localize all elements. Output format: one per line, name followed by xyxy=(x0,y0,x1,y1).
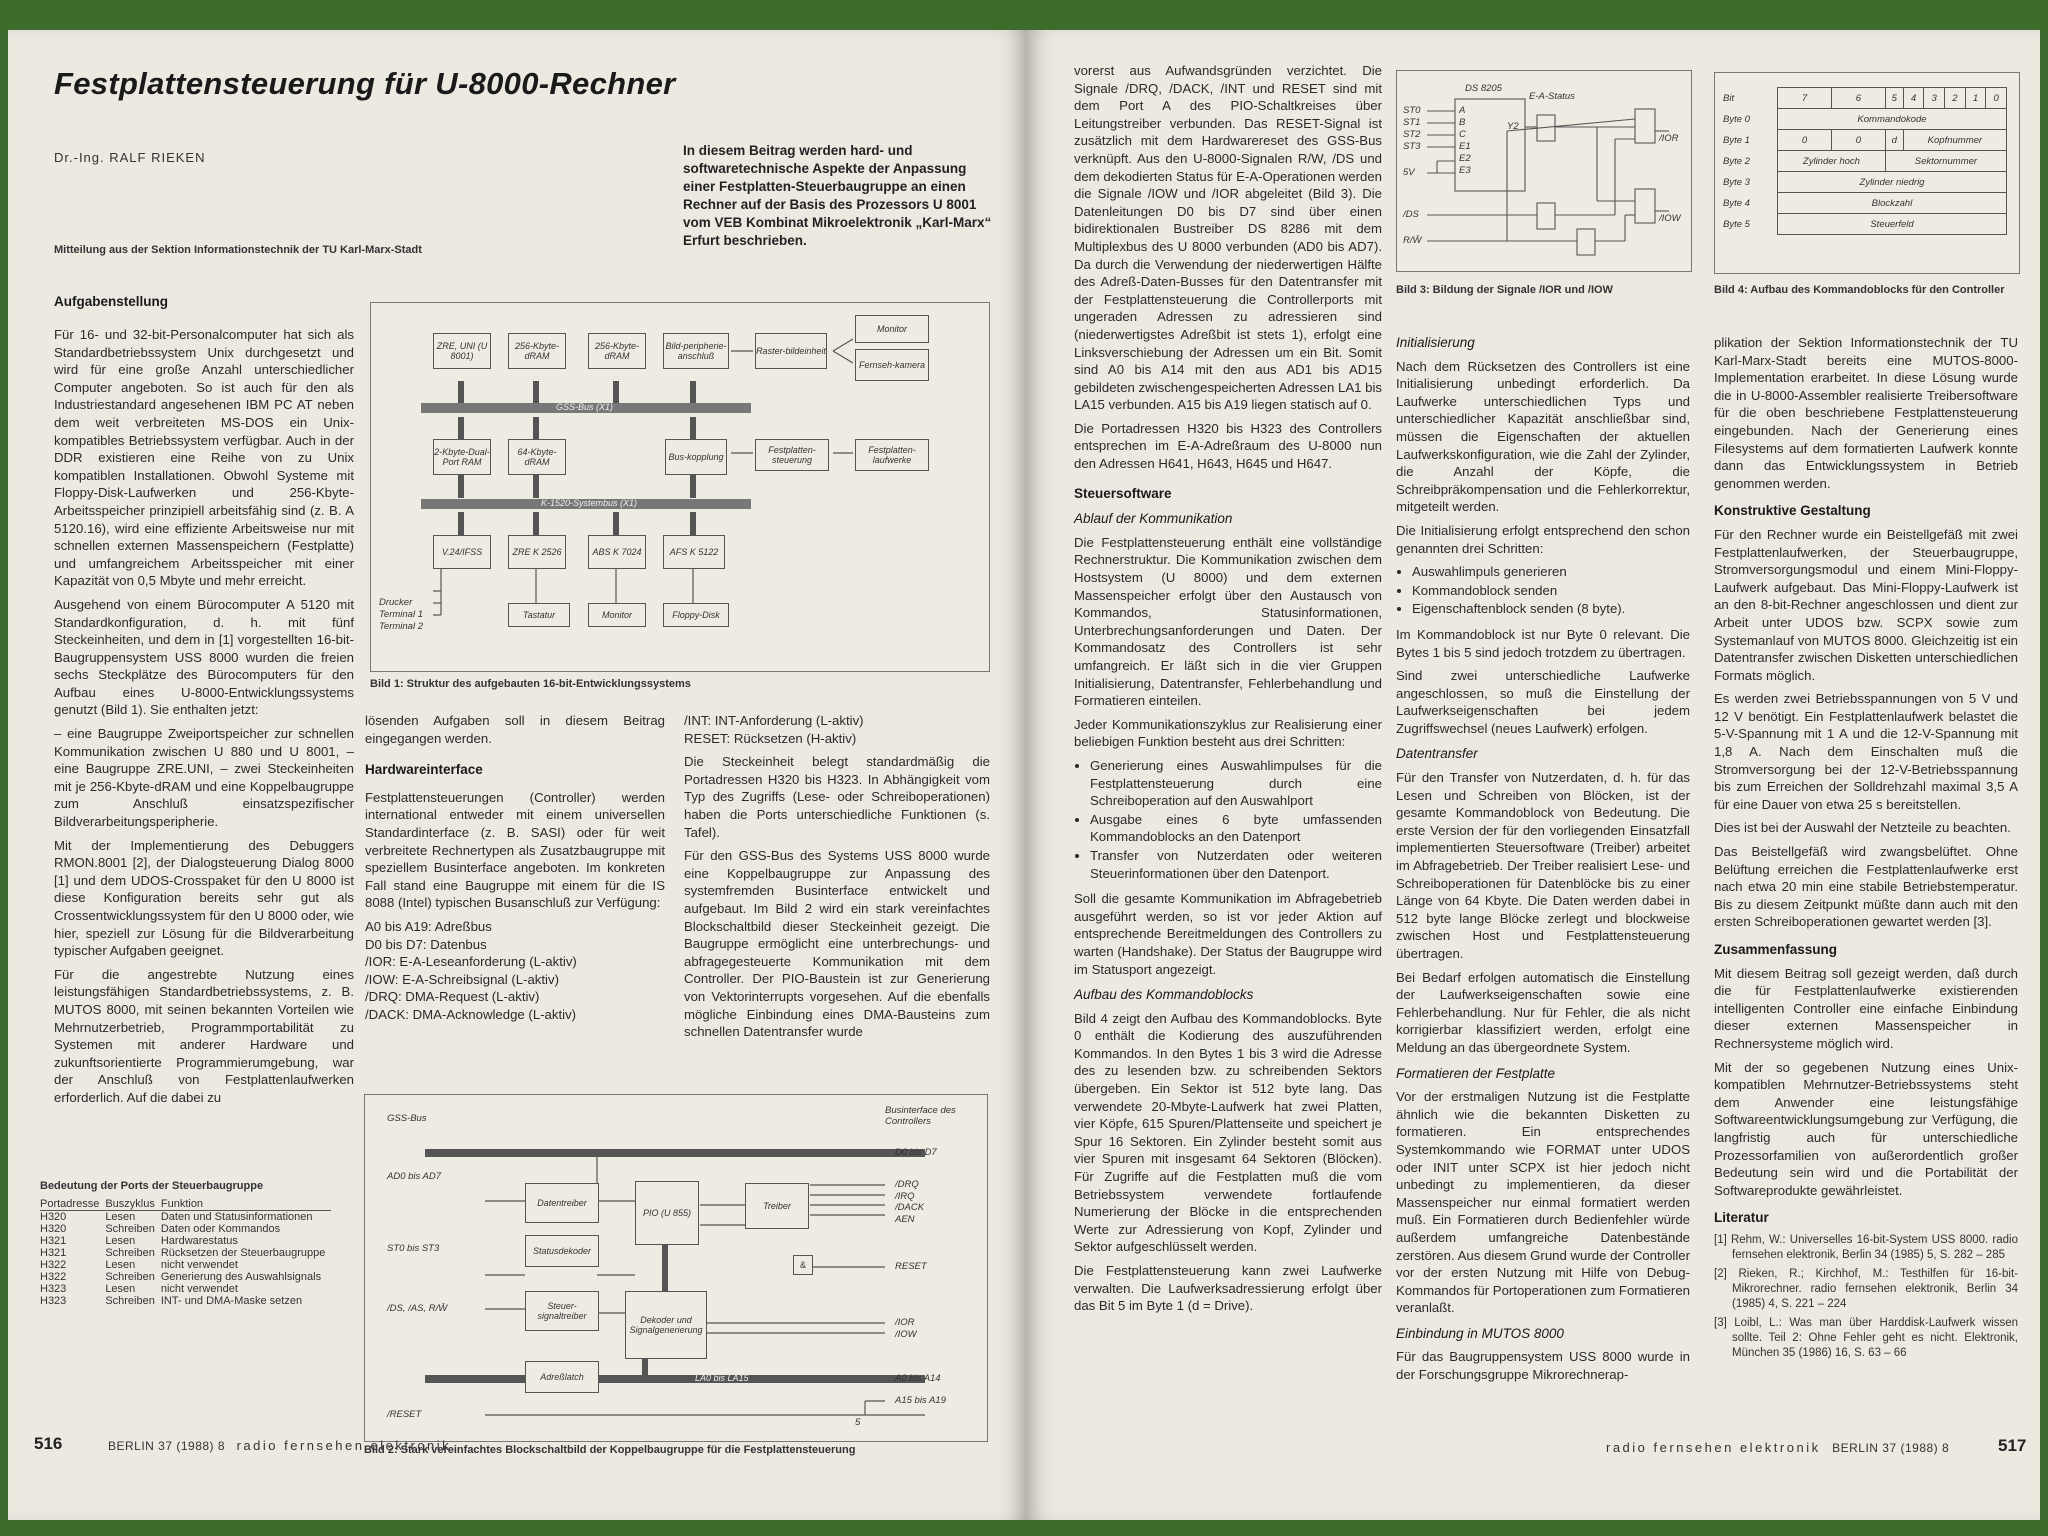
table-header: Funktion xyxy=(161,1198,332,1211)
paragraph: Bild 4 zeigt den Aufbau des Kommandoblocks. Byte 0 enthält die Kodierung des auszuführenden Kommandos. In den Bytes 1 bis 3 wird die Adresse des zu lesenden bzw. zu schreibenden Sektors übergeben. Ein Sektor ist 512 byte lang. Das verwendete 20-Mbyte-Laufwerk hat zwei Platten, vier Köpfe, 615 Spuren/Plattenseite und speichert je Spur 16 Sektoren. Ein Zylinder besteht somit aus vier Spuren mit insgesamt 64 Sektoren (Blöcken). Für Zugriffe auf die Festplatten muß die vom Betriebssystem verwendete fortlaufende Numerierung der Blöcke in die entsprechenden Werte zur Adressierung von Kopf, Zylinder und Sektor aufgeschlüsselt werden. xyxy=(1074,1010,1382,1255)
pio-signals xyxy=(895,1179,924,1225)
byte-row xyxy=(1721,172,2007,193)
signal-dack: /DACK xyxy=(895,1202,925,1213)
signal-a0-a14: A0 bis A14 xyxy=(895,1373,941,1384)
paragraph: Nach dem Rücksetzen des Controllers ist eine Initialisierung unbedingt erforderlich. Da Laufwerke unterschiedlichen Typs und unterschiedlicher Kapazität anschließbar sind, müssen die Eigenschaften der aktuellen Laufwerkskonfiguration, wie die Zahl der Zylinder, die Anzahl der Köpfe, die Schreibpräkompensation und die Fehlerkorrektur, mitgeteilt werden. xyxy=(1396,358,1690,515)
footer-brand: radio fernsehen elektronik xyxy=(1606,1440,1821,1455)
and-gate: & xyxy=(793,1255,813,1275)
paragraph: Soll die gesamte Kommunikation im Abfragebetrieb ausgeführt werden, so ist vor jeder Aktion auf entsprechende Bereitmeldungen des Controllers zu warten (Handshake). Der Status der Baugruppe wird im Statusport angezeigt. xyxy=(1074,891,1382,977)
byte-row xyxy=(1721,109,2007,130)
footer-right xyxy=(1606,1440,1949,1455)
box-zre-uni: ZRE, UNI (U 8001) xyxy=(433,333,491,369)
paragraph: Mit der so gegebenen Nutzung eines Unix-kompatiblen Mehrnutzer-Betriebssystems steht dem Anwender eine leistungsfähige Softwareentwicklungsumgebung zur Verfügung, die langfristig auch für unterschiedliche Prozessorfamilien von außerordentlich großer Bedeutung sein wird und die Portabilität der Softwareprodukte gewährleistet. xyxy=(1714,1059,2018,1198)
table-row xyxy=(40,1211,331,1224)
bit-2: 2 xyxy=(1945,88,1966,109)
box-fernsehkamera: Fernseh-kamera xyxy=(855,349,929,381)
paragraph: Für die angestrebte Nutzung eines leistungsfähigen Standardbetriebssystems, z. B. MUTOS 8000, mit seinen bekannten Vorteilen wie Mehrnutzerbetrieb, Programmportabilität zu Systemen mit anderer Hardware und zukunftsorientierte Programmierumgebung, war der Anschluß von Festplattenlaufwerken erforderlich. Auf die dabei zu xyxy=(54,966,354,1105)
byte-row xyxy=(1721,130,2007,151)
footer-left xyxy=(108,1438,451,1453)
cell: Schreiben xyxy=(105,1271,155,1283)
cell: H322 xyxy=(40,1259,67,1271)
reference-item: [1] Rehm, W.: Universelles 16-bit-System USS 8000. radio fernsehen elektronik, Berlin 34 (1985) 5, S. 282 – 285 xyxy=(1714,1233,2018,1261)
list-item: • Transfer von Nutzerdaten oder weiteren Steuerinformationen über den Datenport. xyxy=(1090,847,1382,882)
list-item: • Eigenschaftenblock senden (8 byte). xyxy=(1412,600,1690,618)
table-row xyxy=(40,1223,331,1235)
subheading-mutos: Einbindung in MUTOS 8000 xyxy=(1396,1325,1564,1341)
right-page xyxy=(1026,30,2040,1520)
signal-item: D0 bis D7: Datenbus xyxy=(365,936,487,952)
byte-row xyxy=(1721,151,2007,172)
bit-5: 5 xyxy=(1885,88,1903,109)
figure-2-connectors xyxy=(365,1095,987,1441)
cell: nicht verwendet xyxy=(160,1259,238,1271)
footer-brand: radio fernsehen elektronik xyxy=(236,1438,452,1453)
table-title: Bedeutung der Ports der Steuerbaugruppe xyxy=(40,1180,264,1192)
paragraph: vorerst aus Aufwandsgründen verzichtet. Die Signale /DRQ, /DACK, /INT und RESET sind mit dem Port A des PIO-Schaltkreises über Leitungstreiber verbunden. Das RESET-Signal ist zusätzlich mit dem Hardwarereset des GSS-Bus verknüpft. Aus den U-8000-Signalen R/W, /DS und dem dekodierten Status für E-A-Operationen werden die Signale /IOW und /IOR abgeleitet (Bild 3). Die Datenleitungen D0 bis D7 sind über einen bidirektionalen Bustreiber DS 8286 mit dem Multiplexbus des U 8000 verbunden (AD0 bis AD7). Da durch die Verwendung der niederwertigen Hälfte des Adreß-Daten-Busses für den Datentransfer mit der Festplattensteuerung die Controllerports mit ungeraden Adressen zu adressieren sind (niederwertigstes Adreßbit ist stets 1), erfolgt eine Linksverschiebung der Adressen um ein Bit. Somit sind A0 bis A14 mit den aus AD1 bis AD15 gebildeten zwischengespeicherten Adressen LA1 bis LA15 verbunden. A15 bis A19 liegen statisch auf 0. xyxy=(1074,63,1382,413)
article-title: Festplattensteuerung für U-8000-Rechner xyxy=(54,66,676,101)
byte1-bit6: 0 xyxy=(1831,130,1885,151)
signal-aen: AEN xyxy=(895,1213,915,1225)
figure-1-caption: Bild 1: Struktur des aufgebauten 16-bit-Entwicklungssystems xyxy=(370,678,691,690)
signal-st0-st3: ST0 bis ST3 xyxy=(387,1243,440,1254)
box-64k-dram: 64-Kbyte-dRAM xyxy=(508,439,566,475)
byte-content: Blockzahl xyxy=(1778,193,2007,214)
subheading-kommandoblock: Aufbau des Kommandoblocks xyxy=(1074,987,1254,1003)
cell: H320 xyxy=(40,1223,67,1235)
pin-e3: E3 xyxy=(1459,165,1471,176)
signal-item: /DRQ: DMA-Request (L-aktiv) xyxy=(365,989,540,1005)
signal-item: /DACK: DMA-Acknowledge (L-aktiv) xyxy=(365,1006,577,1022)
pin-labels xyxy=(1459,105,1471,177)
box-buskopplung: Bus-kopplung xyxy=(665,439,727,475)
block-steuersignaltreiber: Steuer-signaltreiber xyxy=(525,1291,599,1331)
reference-item: [2] Rieken, R.; Kirchhof, M.: Testhilfen für 16-bit-Mikrorechner. radio fernsehen elektronik, Berlin 34 (1985) 4, S. 221 – 224 xyxy=(1714,1267,2018,1310)
byte2-zylinder-hoch: Zylinder hoch xyxy=(1778,151,1886,172)
input-st0: ST0 xyxy=(1403,105,1421,116)
footer-issue: BERLIN 37 (1988) 8 xyxy=(108,1439,226,1453)
literature-list xyxy=(1714,1233,2018,1361)
cell: nicht verwendet xyxy=(160,1283,238,1295)
input-st3: ST3 xyxy=(1403,141,1421,152)
box-abs-k7024: ABS K 7024 xyxy=(588,535,646,569)
signal-reset-out: RESET xyxy=(895,1261,927,1272)
block-pio: PIO (U 855) xyxy=(635,1181,699,1245)
byte1-bit7: 0 xyxy=(1778,130,1832,151)
cell: H320 xyxy=(40,1211,67,1223)
figure-2-block-diagram xyxy=(364,1094,988,1442)
paragraph: Vor der erstmaligen Nutzung ist die Festplatte ähnlich wie die bekannten Disketten zu formatieren. Ein entsprechendes Systemkommando wie FORMAT unter UDOS oder INIT unter SCPX ist hier jedoch nicht unbedingt zu implementieren, da dieser Massenspeicher nur einmal formatiert werden muß. Ein Formatieren durch Bedienfehler würde außerdem umfangreiche Datenbestände zerstören. Aus diesem Grund wurde der Controller vor der ersten Nutzung mit Hilfe von Debug-Kommandos für Portoperationen zum Formatieren veranlaßt. xyxy=(1396,1089,1690,1316)
bullet-list xyxy=(1074,757,1382,882)
subheading-initialisierung: Initialisierung xyxy=(1396,335,1475,350)
cell: Generierung des Auswahlsignals xyxy=(160,1271,322,1283)
block-datentreiber: Datentreiber xyxy=(525,1183,599,1223)
table-header: Buszyklus xyxy=(105,1198,161,1211)
heading-steuersoftware: Steuersoftware xyxy=(1074,485,1172,501)
left-column-3 xyxy=(684,712,990,1047)
terminal-labels xyxy=(379,597,423,633)
gss-bus-label: GSS-Bus xyxy=(387,1113,427,1124)
box-monitor: Monitor xyxy=(855,315,929,343)
paragraph: Dies ist bei der Auswahl der Netzteile zu beachten. xyxy=(1714,820,2011,836)
paragraph: Festplattensteuerungen (Controller) werden international entweder mit einem universellen Standardinterface (z. B. SASI) oder für weit verbreitete Rechnertypen als Zusatzbaugruppe mit speziellem Businterface angeboten. Im konkreten Fall stand eine Baugruppe mit einem für die IS 8088 (Intel) typischen Busanschluß zur Verfügung: xyxy=(365,789,665,911)
signal-item: /IOW: E-A-Schreibsignal (L-aktiv) xyxy=(365,971,559,987)
table-row xyxy=(40,1259,331,1271)
bit-label: Bit xyxy=(1723,92,1735,104)
signal-d0-d7: D0 bis D7 xyxy=(895,1147,937,1158)
lead-paragraph: In diesem Beitrag werden hard- und softwaretechnische Aspekte der Anpassung einer Festplatten-Steuerbaugruppe an einen Rechner auf der Basis des Prozessors U 8001 vom VEB Kombinat Mikroelektronik „Karl-Marx“ Erfurt beschrieben. xyxy=(683,143,992,248)
heading-zusammenfassung: Zusammenfassung xyxy=(1714,942,1838,957)
page-number-right: 517 xyxy=(1998,1436,2027,1455)
right-column-3 xyxy=(1714,334,2018,1365)
paragraph: Mit der Implementierung des Debuggers RMON.8001 [2], der Dialogsteuerung Dialog 8000 [1] und dem UDOS-Crosspaket für den U 8000 ist diese Konfiguration bereits sehr gut als Crossentwicklungssystem für den U 8000 oder, wie hier, speziell zur Lösung für die Bildverarbeitung typischer Aufgaben geeignet. xyxy=(54,837,354,959)
paragraph: Die Initialisierung erfolgt entsprechend den schon genannten drei Schritten: xyxy=(1396,522,1690,556)
paragraph: lösenden Aufgaben soll in diesem Beitrag eingegangen werden. xyxy=(365,713,665,746)
page-number-left: 516 xyxy=(34,1434,63,1453)
byte-content: Kopfnummer xyxy=(1903,130,2006,151)
figure-2-caption: Bild 2: Stark vereinfachtes Blockschaltbild der Koppelbaugruppe für die Festplattensteuerung xyxy=(364,1444,856,1456)
cell: INT- und DMA-Maske setzen xyxy=(160,1295,303,1307)
paragraph: – eine Baugruppe Zweiportspeicher zur schnellen Kommunikation zwischen U 880 und U 8001, – eine Baugruppe ZRE.UNI, – zwei Steckeinheiten mit je 256-Kbyte-dRAM und eine Koppelbaugruppe zum Anschluß einsatzspezifischer Bildverarbeitungsperipherie. xyxy=(54,726,354,830)
paragraph: Es werden zwei Betriebsspannungen von 5 V und 12 V benötigt. Ein Festplattenlaufwerk belastet die 5-V-Spannung mit 1 A und die 12-V-Spannung mit 1,8 A. Nach dem Einschalten muß die Stromversorgung bei der 12-V-Betriebsspannung bis zum Erreichen der Solldrehzahl maximal 3,5 A für eine Dauer von etwa 25 s bereitstellen. xyxy=(1714,691,2018,812)
table-row xyxy=(40,1247,331,1259)
list-item: • Ausgabe eines 6 byte umfassenden Kommandoblocks an den Datenport xyxy=(1090,811,1382,846)
bullet-list xyxy=(1396,563,1690,618)
gss-bus-label: GSS-Bus (X1) xyxy=(556,402,614,412)
box-floppy-disk: Floppy-Disk xyxy=(663,603,729,627)
magazine-spread xyxy=(8,30,2040,1520)
heading-konstruktive-gestaltung: Konstruktive Gestaltung xyxy=(1714,503,1871,519)
byte-label: Byte 0 xyxy=(1723,113,1750,125)
input-labels xyxy=(1403,105,1420,153)
paragraph: plikation der Sektion Informationstechnik der TU Karl-Marx-Stadt bereits eine MUTOS-8000-Implementation erarbeitet. In diese Lösung wurde die in U-8000-Assembler realisierte Treibersoftware für die oben beschriebene Festplattensteuerung eingebunden. Nach der Generierung eines Filesystems auf dem formatierten Laufwerk konnte dann das Entwicklungssystem in Betrieb genommen werden. xyxy=(1714,335,2018,491)
input-ds: /DS xyxy=(1403,209,1419,220)
paragraph: Für 16- und 32-bit-Personalcomputer hat sich als Standardbetriebssystem Unix durchgesetzt und wird für eine große Anzahl unterschiedlicher Computer angeboten. So ist auch für den als Industriestandard angesehenen IBM PC AT neben dem weit verbreiteten MS-DOS ein Unix-kompatibles Betriebssystem verfügbar. Auch in der DDR existieren eine Reihe von zu Unix kompatiblen Installationen. Obwohl Systeme mit Floppy-Disk-Laufwerken und 256-Kbyte-Arbeitsspeicher prinzipiell arbeitsfähig sind (z. B. A 5120.16), wird eine effiziente Arbeitsweise nur mit schnellen externen Massenspeichern (Festplatte) und umfangreichem Arbeitsspeicher mit einer Kapazität von 0,5 Mbyte und mehr erreicht. xyxy=(54,327,354,589)
table-row xyxy=(40,1235,331,1247)
box-bildperipherie: Bild-peripherie-anschluß xyxy=(663,333,729,369)
block-dekoder: Dekoder und Signalgenerierung xyxy=(625,1291,707,1359)
k1520-bus-label: K-1520-Systembus (X1) xyxy=(541,498,638,508)
la-bus-label: LA0 bis LA15 xyxy=(695,1373,749,1383)
signal-ior: /IOR xyxy=(895,1317,915,1328)
box-dual-port-ram: 2-Kbyte-Dual-Port RAM xyxy=(433,439,491,475)
signal-item: /IOR: E-A-Leseanforderung (L-aktiv) xyxy=(365,954,577,970)
list-item: • Auswahlimpuls generieren xyxy=(1412,563,1690,581)
subheading-datentransfer: Datentransfer xyxy=(1396,746,1478,762)
kicker-line: Mitteilung aus der Sektion Informationstechnik der TU Karl-Marx-Stadt xyxy=(54,244,422,256)
paragraph: Mit diesem Beitrag soll gezeigt werden, daß durch die für Festplattenlaufwerke existierenden intelligenten Controller eine einfache Einbindung dieser externen Massenspeicher in Rechnersysteme möglich wird. xyxy=(1714,965,2018,1051)
byte-content: Steuerfeld xyxy=(1778,214,2007,235)
cell: Rücksetzen der Steuerbaugruppe xyxy=(160,1247,326,1259)
signal-item: RESET: Rücksetzen (H-aktiv) xyxy=(684,730,857,746)
reference-item: [3] Loibl, L.: Was man über Harddisk-Laufwerk wissen sollte. Teil 2: Ohne Fehler geht es nicht. Elektronik, München 35 (1986) 16, S. 63 – 66 xyxy=(1714,1316,2018,1359)
byte-label: Byte 5 xyxy=(1723,218,1750,230)
box-256k-dram-1: 256-Kbyte-dRAM xyxy=(508,333,566,369)
io-signals xyxy=(895,1317,917,1341)
byte-row xyxy=(1721,214,2007,235)
paragraph: Für das Baugruppensystem USS 8000 wurde in der Forschungsgruppe Mikrorechnerap- xyxy=(1396,1349,1690,1383)
left-column-1 xyxy=(54,326,354,1113)
left-column-2 xyxy=(365,712,665,1024)
byte1-drive-bit: d xyxy=(1885,130,1903,151)
status-label: E-A-Status xyxy=(1529,91,1575,102)
cell: Lesen xyxy=(105,1259,136,1271)
bit-1: 1 xyxy=(1965,88,1986,109)
box-v24-ifss: V.24/IFSS xyxy=(433,535,491,569)
figure-3-caption: Bild 3: Bildung der Signale /IOR und /IOW xyxy=(1396,284,1613,296)
paragraph: Jeder Kommunikationszyklus zur Realisierung einer beliebigen Funktion besteht aus drei Schritten: xyxy=(1074,716,1382,750)
paragraph: Im Kommandoblock ist nur Byte 0 relevant. Die Bytes 1 bis 5 sind jedoch trotzdem zu übertragen. xyxy=(1396,626,1690,660)
box-256k-dram-2: 256-Kbyte-dRAM xyxy=(588,333,646,369)
label-terminal-1: Terminal 1 xyxy=(379,609,424,620)
box-monitor-2: Monitor xyxy=(588,603,646,627)
subheading-ablauf: Ablauf der Kommunikation xyxy=(1074,511,1233,527)
pin-e2: E2 xyxy=(1459,153,1471,164)
heading-hardwareinterface: Hardwareinterface xyxy=(365,762,483,778)
bit-3: 3 xyxy=(1924,88,1945,109)
block-adresslatch: Adreßlatch xyxy=(525,1361,599,1393)
block-treiber: Treiber xyxy=(745,1183,809,1229)
right-column-1 xyxy=(1074,62,1382,1321)
ports-table xyxy=(40,1198,331,1307)
input-st2: ST2 xyxy=(1403,129,1421,140)
table-header: Portadresse xyxy=(40,1198,105,1211)
cell: H322 xyxy=(40,1271,67,1283)
figure-3-ior-iow xyxy=(1396,70,1692,272)
signal-drq: /DRQ xyxy=(895,1179,919,1190)
cell: Hardwarestatus xyxy=(160,1235,238,1247)
pin-c: C xyxy=(1459,129,1466,140)
box-zre-k2526: ZRE K 2526 xyxy=(508,535,566,569)
paragraph: Die Festplattensteuerung enthält eine vollständige Rechnerstruktur. Die Kommunikation zwischen dem Hostsystem (U 8000) und dem externen Massenspeicher erfolgt über den Austausch von Kommandos, Statusinformationen, Unterbrechungsanforderungen und Daten. Der Kommandosatz des Controllers ist sehr umfangreich. Er läßt sich in die vier Gruppen Initialisierung, Datentransfer, Fehlerbehandlung und Formatieren einteilen. xyxy=(1074,534,1382,709)
cell: H321 xyxy=(40,1247,67,1259)
paragraph: Sind zwei unterschiedliche Laufwerke angeschlossen, so muß die Einstellung der Laufwerkseigenschaften bei jedem Zugriffswechsel (neues Laufwerk) erfolgen. xyxy=(1396,668,1690,736)
input-rw: R/W̄ xyxy=(1403,235,1422,246)
paragraph: Die Festplattensteuerung kann zwei Laufwerke verwalten. Die Laufwerksadressierung erfolgt über das Bit 5 im Byte 1 (d = Drive). xyxy=(1074,1263,1382,1314)
paragraph: Bei Bedarf erfolgen automatisch die Einstellung der Laufwerkseigenschaften sowie eine Fehlerbehandlung. Nur für Fehler, die als nicht korrigierbar klassifiziert werden, erfolgt eine Meldung an das übergeordnete System. xyxy=(1396,969,1690,1055)
cell: Schreiben xyxy=(105,1223,155,1235)
heading-aufgabenstellung: Aufgabenstellung xyxy=(54,294,168,309)
signal-ds-as-rw: /DS, /AS, R/W̄ xyxy=(387,1303,448,1314)
paragraph: Für den Rechner wurde ein Beistellgefäß mit zwei Festplattenlaufwerken, der Steuerbaugruppe, Stromversorgungsmodul und einem Mini-Floppy-Laufwerk aufgebaut. Das Mini-Floppy-Laufwerk ist an den 8-bit-Rechner angeschlossen und dient zur Arbeit unter UDOS bzw. SCPX sowie zum Systemanlauf von MUTOS 8000. Gleichzeitig ist ein Datentransfer zwischen Disketten unterschiedlichen Formats möglich. xyxy=(1714,526,2018,683)
cell: Lesen xyxy=(105,1235,136,1247)
signal-item: /INT: INT-Anforderung (L-aktiv) xyxy=(684,713,864,728)
bit-4: 4 xyxy=(1903,88,1924,109)
cell: H323 xyxy=(40,1295,67,1307)
label-drucker: Drucker xyxy=(379,597,413,608)
heading-literatur: Literatur xyxy=(1714,1210,1769,1226)
signal-reset-in: /RESET xyxy=(387,1409,422,1420)
byte-row xyxy=(1721,193,2007,214)
label-five: 5 xyxy=(855,1417,861,1428)
signal-list xyxy=(365,918,665,1024)
list-item: • Generierung eines Auswahlimpulses für die Festplattensteuerung durch eine Schreiboperation auf den Auswahlport xyxy=(1090,757,1382,810)
cell: Lesen xyxy=(105,1283,136,1295)
controller-interface-label: Businterface des Controllers xyxy=(885,1105,956,1127)
output-iow: /IOW xyxy=(1659,213,1681,224)
cell: Lesen xyxy=(105,1211,136,1223)
pin-y2: Y2 xyxy=(1507,121,1519,132)
cell: Schreiben xyxy=(105,1247,155,1259)
block-statusdekoder: Statusdekoder xyxy=(525,1235,599,1267)
signal-iow: /IOW xyxy=(895,1329,917,1340)
paragraph: Ausgehend von einem Bürocomputer A 5120 mit Standardkonfiguration, d. h. mit fünf Steckeinheiten, und dem in [1] vorgestellten 16-bit-Baugruppensystem USS 8000 wurden die freien sechs Steckplätze des Bürocomputers für den Aufbau eines U-8000-Entwicklungssystems genutzt (Bild 1). Sie enthalten jetzt: xyxy=(54,596,354,718)
left-page xyxy=(8,30,1026,1520)
output-ior: /IOR xyxy=(1659,133,1679,144)
cell: Daten oder Kommandos xyxy=(160,1223,281,1235)
figure-4-caption: Bild 4: Aufbau des Kommandoblocks für den Controller xyxy=(1714,284,2005,296)
subheading-formatieren: Formatieren der Festplatte xyxy=(1396,1065,1556,1081)
cell: H323 xyxy=(40,1283,67,1295)
cell: Schreiben xyxy=(105,1295,155,1307)
paragraph: Die Steckeinheit belegt standardmäßig die Portadressen H320 bis H323. In Abhängigkeit vom Typ des Zugriffs (Lese- oder Schreiboperationen) haben die Ports unterschiedliche Funktionen (s. Tafel). xyxy=(684,754,990,840)
signal-ad0-ad7: AD0 bis AD7 xyxy=(387,1171,442,1182)
byte-label: Byte 3 xyxy=(1723,176,1750,188)
input-5v: 5V xyxy=(1403,167,1415,178)
figure-4-command-block xyxy=(1714,72,2020,274)
table-row xyxy=(40,1271,331,1283)
right-column-2 xyxy=(1396,334,1690,1390)
signal-a15-a19: A15 bis A19 xyxy=(895,1395,946,1406)
paragraph: Für den Transfer von Nutzerdaten, d. h. für das Lesen und Schreiben von Blöcken, ist der gesamte Kommandoblock von Bedeutung. Die erste Version der für den vorliegenden Einsatzfall implementierten Steuersoftware (Treiber) arbeitet im Abfragebetrieb. Der Treiber realisiert Lese- und Schreiboperationen für Datenblöcke bis zu einer Länge von 64 Kbyte. Die Daten werden dabei in 512 byte lange Blöcke zerlegt und blockweise zwischen Host und Festplattensteuerung übertragen. xyxy=(1396,770,1690,961)
command-block-table xyxy=(1721,87,2007,235)
byte-label: Byte 2 xyxy=(1723,155,1750,167)
pin-e1: E1 xyxy=(1459,141,1471,152)
paragraph: Für den GSS-Bus des Systems USS 8000 wurde eine Koppelbaugruppe zur Anpassung des systemfremden Businterface entwickelt und aufgebaut. Im Bild 2 wird ein stark vereinfachtes Blockschaltbild dieser Steckeinheit gezeigt. Die Baugruppe ermöglicht eine unterbrechungs- und abfragegesteuerte Kommunikation mit dem Controller. Der PIO-Baustein ist zur Generierung von Vektorinterrupts vorgesehen. Auf die ebenfalls mögliche Einbindung eines DMA-Bausteins zum schnellen Datentransfer wurde xyxy=(684,848,990,1040)
byte-label: Byte 1 xyxy=(1723,134,1750,146)
paragraph: Das Beistellgefäß wird zwangsbelüftet. Ohne Belüftung erreichen die Festplattenlaufwerke erst nach etwa 20 min eine stabile Betriebstemperatur. Bis zu diesem Zeitpunkt müßte dann auch mit den ersten Schreiboperationen gewartet werden [3]. xyxy=(1714,844,2018,930)
signal-item: A0 bis A19: Adreßbus xyxy=(365,918,492,934)
box-afs-k5122: AFS K 5122 xyxy=(663,535,725,569)
figure-1-system-structure xyxy=(370,302,990,672)
pin-b: B xyxy=(1459,117,1466,128)
paragraph: Die Portadressen H320 bis H323 des Controllers entsprechen im E-A-Adreßraum des U-8000 nun den Adressen H641, H643, H645 und H647. xyxy=(1074,420,1382,472)
list-item: • Kommandoblock senden xyxy=(1412,582,1690,600)
ports-table-block xyxy=(40,1180,350,1307)
cell: Daten und Statusinformationen xyxy=(160,1211,313,1223)
byte-content: Kommandokode xyxy=(1778,109,2007,130)
input-st1: ST1 xyxy=(1403,117,1421,128)
box-festplattensteuerung: Festplatten-steuerung xyxy=(755,439,829,471)
table-row xyxy=(40,1295,331,1307)
bit-7: 7 xyxy=(1778,88,1832,109)
box-rasterbildeinheit: Raster-bildeinheit xyxy=(755,333,827,369)
footer-issue: BERLIN 37 (1988) 8 xyxy=(1832,1441,1950,1455)
bit-0: 0 xyxy=(1986,88,2007,109)
byte-label: Byte 4 xyxy=(1723,197,1750,209)
signal-irq: /IRQ xyxy=(895,1190,915,1202)
chip-label: DS 8205 xyxy=(1465,83,1502,94)
table-row xyxy=(40,1283,331,1295)
byte-content: Zylinder niedrig xyxy=(1778,172,2007,193)
author-line: Dr.-Ing. RALF RIEKEN xyxy=(54,150,206,165)
bit-6: 6 xyxy=(1831,88,1885,109)
box-tastatur: Tastatur xyxy=(508,603,570,627)
box-festplattenlaufwerke: Festplatten-laufwerke xyxy=(855,439,929,471)
cell: H321 xyxy=(40,1235,67,1247)
byte-content: Sektornummer xyxy=(1885,151,2006,172)
pin-a: A xyxy=(1459,105,1466,116)
label-terminal-2: Terminal 2 xyxy=(379,621,424,632)
